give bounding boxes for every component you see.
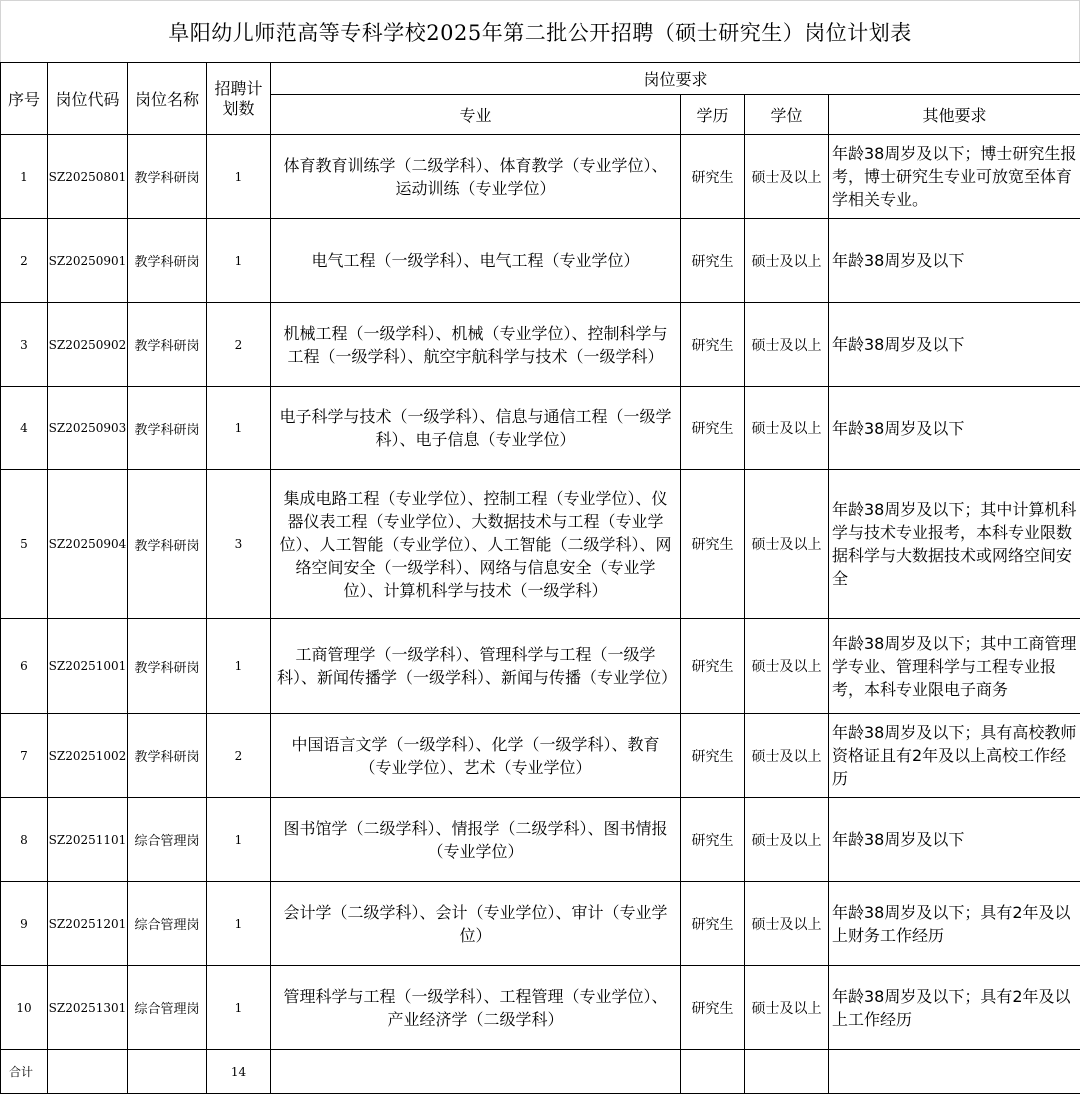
cell-code: SZ20250902 bbox=[48, 303, 128, 387]
cell-education: 研究生 bbox=[681, 619, 745, 714]
cell-post-name: 教学科研岗 bbox=[128, 470, 207, 619]
cell-code: SZ20250903 bbox=[48, 387, 128, 470]
cell-seq: 6 bbox=[1, 619, 48, 714]
cell-major: 中国语言文学（一级学科）、化学（一级学科）、教育（专业学位）、艺术（专业学位） bbox=[271, 714, 681, 798]
cell-other: 年龄38周岁及以下；其中计算机科学与技术专业报考，本科专业限数据科学与大数据技术或网络空间安全 bbox=[829, 470, 1080, 619]
cell-major: 体育教育训练学（二级学科）、体育教学（专业学位）、运动训练（专业学位） bbox=[271, 135, 681, 219]
cell-plan: 3 bbox=[207, 470, 271, 619]
cell-education: 研究生 bbox=[681, 966, 745, 1050]
cell-post-name: 综合管理岗 bbox=[128, 966, 207, 1050]
cell-code: SZ20251301 bbox=[48, 966, 128, 1050]
cell-other: 年龄38周岁及以下 bbox=[829, 303, 1080, 387]
table-row bbox=[1, 219, 1080, 303]
cell-other: 年龄38周岁及以下；博士研究生报考，博士研究生专业可放宽至体育学相关专业。 bbox=[829, 135, 1080, 219]
cell-seq: 8 bbox=[1, 798, 48, 882]
cell-code: SZ20251201 bbox=[48, 882, 128, 966]
cell-major: 机械工程（一级学科）、机械（专业学位）、控制科学与工程（一级学科）、航空宇航科学与技术（一级学科） bbox=[271, 303, 681, 387]
table-row bbox=[1, 619, 1080, 714]
cell-major: 图书馆学（二级学科）、情报学（二级学科）、图书情报（专业学位） bbox=[271, 798, 681, 882]
cell-education: 研究生 bbox=[681, 303, 745, 387]
cell-degree: 硕士及以上 bbox=[745, 882, 829, 966]
total-row bbox=[1, 1050, 1080, 1094]
cell-seq: 4 bbox=[1, 387, 48, 470]
cell-degree: 硕士及以上 bbox=[745, 470, 829, 619]
cell-other: 年龄38周岁及以下；其中工商管理学专业、管理科学与工程专业报考，本科专业限电子商务 bbox=[829, 619, 1080, 714]
cell-education: 研究生 bbox=[681, 714, 745, 798]
cell-other: 年龄38周岁及以下 bbox=[829, 798, 1080, 882]
cell-seq: 7 bbox=[1, 714, 48, 798]
cell-plan: 2 bbox=[207, 303, 271, 387]
cell-code: SZ20251002 bbox=[48, 714, 128, 798]
cell-education: 研究生 bbox=[681, 798, 745, 882]
cell-other: 年龄38周岁及以下 bbox=[829, 219, 1080, 303]
cell-major: 电气工程（一级学科）、电气工程（专业学位） bbox=[271, 219, 681, 303]
cell-major: 管理科学与工程（一级学科）、工程管理（专业学位）、产业经济学（二级学科） bbox=[271, 966, 681, 1050]
cell-total-label: 合计 bbox=[1, 1050, 48, 1094]
cell-seq: 1 bbox=[1, 135, 48, 219]
cell-major: 会计学（二级学科）、会计（专业学位）、审计（专业学位） bbox=[271, 882, 681, 966]
cell-plan: 1 bbox=[207, 387, 271, 470]
header-education: 学历 bbox=[681, 95, 745, 135]
cell-code: SZ20250801 bbox=[48, 135, 128, 219]
cell-empty bbox=[829, 1050, 1080, 1094]
cell-seq: 5 bbox=[1, 470, 48, 619]
cell-seq: 9 bbox=[1, 882, 48, 966]
cell-plan: 1 bbox=[207, 619, 271, 714]
cell-empty bbox=[271, 1050, 681, 1094]
cell-education: 研究生 bbox=[681, 387, 745, 470]
cell-code: SZ20250901 bbox=[48, 219, 128, 303]
cell-post-name: 教学科研岗 bbox=[128, 135, 207, 219]
header-degree: 学位 bbox=[745, 95, 829, 135]
cell-post-name: 综合管理岗 bbox=[128, 882, 207, 966]
cell-degree: 硕士及以上 bbox=[745, 966, 829, 1050]
cell-education: 研究生 bbox=[681, 135, 745, 219]
table-row bbox=[1, 966, 1080, 1050]
cell-total-plan: 14 bbox=[207, 1050, 271, 1094]
page-title: 阜阳幼儿师范高等专科学校2025年第二批公开招聘（硕士研究生）岗位计划表 bbox=[0, 0, 1080, 62]
cell-plan: 2 bbox=[207, 714, 271, 798]
header-row-top bbox=[1, 63, 1080, 95]
cell-education: 研究生 bbox=[681, 219, 745, 303]
table-row bbox=[1, 714, 1080, 798]
recruitment-plan-table bbox=[0, 62, 1080, 1094]
table-row bbox=[1, 470, 1080, 619]
cell-plan: 1 bbox=[207, 966, 271, 1050]
header-major: 专业 bbox=[271, 95, 681, 135]
cell-code: SZ20251001 bbox=[48, 619, 128, 714]
cell-degree: 硕士及以上 bbox=[745, 714, 829, 798]
cell-empty bbox=[745, 1050, 829, 1094]
table-row bbox=[1, 387, 1080, 470]
header-code: 岗位代码 bbox=[48, 63, 128, 135]
header-plan: 招聘计划数 bbox=[207, 63, 271, 135]
cell-degree: 硕士及以上 bbox=[745, 798, 829, 882]
cell-code: SZ20250904 bbox=[48, 470, 128, 619]
cell-plan: 1 bbox=[207, 882, 271, 966]
cell-other: 年龄38周岁及以下；具有2年及以上财务工作经历 bbox=[829, 882, 1080, 966]
cell-seq: 10 bbox=[1, 966, 48, 1050]
cell-major: 电子科学与技术（一级学科）、信息与通信工程（一级学科）、电子信息（专业学位） bbox=[271, 387, 681, 470]
cell-major: 工商管理学（一级学科）、管理科学与工程（一级学科）、新闻传播学（一级学科）、新闻与传播（专业学位） bbox=[271, 619, 681, 714]
table-row bbox=[1, 303, 1080, 387]
cell-empty bbox=[128, 1050, 207, 1094]
cell-other: 年龄38周岁及以下；具有2年及以上工作经历 bbox=[829, 966, 1080, 1050]
header-other: 其他要求 bbox=[829, 95, 1080, 135]
cell-plan: 1 bbox=[207, 135, 271, 219]
cell-education: 研究生 bbox=[681, 882, 745, 966]
table-row bbox=[1, 882, 1080, 966]
cell-seq: 2 bbox=[1, 219, 48, 303]
cell-degree: 硕士及以上 bbox=[745, 135, 829, 219]
cell-empty bbox=[48, 1050, 128, 1094]
cell-degree: 硕士及以上 bbox=[745, 303, 829, 387]
header-name: 岗位名称 bbox=[128, 63, 207, 135]
cell-post-name: 教学科研岗 bbox=[128, 619, 207, 714]
cell-plan: 1 bbox=[207, 798, 271, 882]
table-row bbox=[1, 135, 1080, 219]
cell-major: 集成电路工程（专业学位）、控制工程（专业学位）、仪器仪表工程（专业学位）、大数据技术与工程（专业学位）、人工智能（专业学位）、人工智能（二级学科）、网络空间安全（一级学科）、网络与信息安全（专业学位）、计算机科学与技术（一级学科） bbox=[271, 470, 681, 619]
cell-plan: 1 bbox=[207, 219, 271, 303]
cell-education: 研究生 bbox=[681, 470, 745, 619]
header-requirements: 岗位要求 bbox=[271, 63, 1080, 95]
cell-empty bbox=[681, 1050, 745, 1094]
cell-post-name: 教学科研岗 bbox=[128, 219, 207, 303]
cell-post-name: 教学科研岗 bbox=[128, 303, 207, 387]
header-seq: 序号 bbox=[1, 63, 48, 135]
cell-other: 年龄38周岁及以下；具有高校教师资格证且有2年及以上高校工作经历 bbox=[829, 714, 1080, 798]
cell-post-name: 教学科研岗 bbox=[128, 387, 207, 470]
cell-degree: 硕士及以上 bbox=[745, 387, 829, 470]
cell-seq: 3 bbox=[1, 303, 48, 387]
table-row bbox=[1, 798, 1080, 882]
cell-degree: 硕士及以上 bbox=[745, 619, 829, 714]
cell-post-name: 综合管理岗 bbox=[128, 798, 207, 882]
cell-code: SZ20251101 bbox=[48, 798, 128, 882]
cell-degree: 硕士及以上 bbox=[745, 219, 829, 303]
cell-post-name: 教学科研岗 bbox=[128, 714, 207, 798]
cell-other: 年龄38周岁及以下 bbox=[829, 387, 1080, 470]
